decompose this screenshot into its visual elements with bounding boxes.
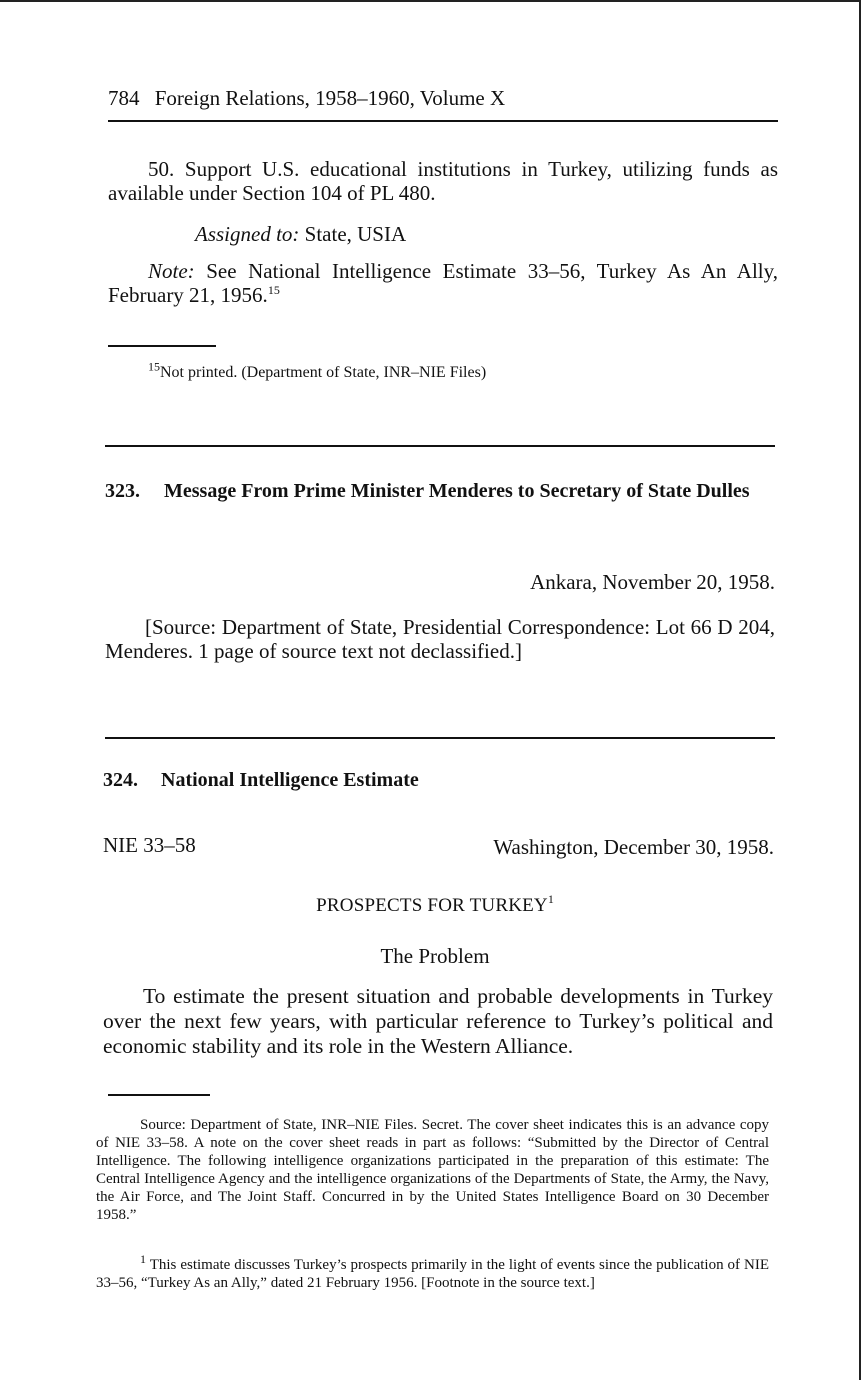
- note-label: Note:: [148, 259, 195, 283]
- footnote-1-text: This estimate discusses Turkey’s prospects primarily in the light of events since the publication of NIE 33–56, “Turkey As an Ally,” dated 21 February 1956. [Footnote in the source text.]: [96, 1257, 770, 1291]
- footnote-1-marker: 1: [140, 1252, 146, 1266]
- assigned-label: Assigned to:: [195, 222, 300, 246]
- document-323-source: [Source: Department of State, Presidential Correspondence: Lot 66 D 204, Menderes. 1 page of source text not declassified.]: [105, 615, 775, 663]
- document-323-title: Message From Prime Minister Menderes to Secretary of State Dulles: [164, 480, 750, 502]
- note-text: See National Intelligence Estimate 33–56, Turkey As An Ally, February 21, 1956.: [108, 259, 779, 307]
- document-323-number: 323.: [105, 480, 140, 502]
- footnote-rule: [108, 345, 216, 347]
- document-324-heading: [103, 769, 773, 792]
- document-324-place-date: Washington, December 30, 1958.: [493, 835, 774, 859]
- section-separator-324: [105, 737, 775, 739]
- document-323-heading: [105, 480, 775, 503]
- footnote-15-marker: 15: [148, 359, 160, 374]
- source-footnote: Source: Department of State, INR–NIE Files. Secret. The cover sheet indicates this is an advance copy of NIE 33–58. A note on the cover sheet reads in part as follows: “Submitted by the Director of Central Intelligence. The following intelligence organizations participated in the preparation of this estimate: The Central Intelligence Agency and the intelligence organizations of the Departments of State, the Army, the Navy, the Air Force, and The Joint Staff. Concurred in by the United States Intelligence Board on 30 December 1958.”: [96, 1117, 769, 1223]
- header-rule: [108, 120, 778, 122]
- running-header: [108, 86, 778, 111]
- bottom-footnote-rule: [108, 1094, 210, 1096]
- estimate-subject: [100, 892, 770, 917]
- estimate-subject-text: PROSPECTS FOR TURKEY: [316, 895, 548, 916]
- footnote-15: [148, 359, 768, 382]
- problem-paragraph: To estimate the present situation and probable developments in Turkey over the next few years, with particular reference to Turkey’s political and economic stability and its role in the Western Alliance.: [103, 984, 773, 1058]
- footnote-1: [96, 1252, 770, 1292]
- assigned-line: [195, 222, 775, 246]
- assigned-value: State, USIA: [304, 222, 407, 246]
- page-number: 784: [108, 86, 140, 110]
- document-324-number: 324.: [103, 769, 138, 791]
- footnote-ref-15: 15: [267, 283, 280, 297]
- footnote-ref-1: 1: [547, 892, 554, 906]
- nie-identifier: NIE 33–58: [103, 833, 196, 857]
- volume-title: Foreign Relations, 1958–1960, Volume X: [154, 86, 506, 110]
- scan-top-edge: [0, 0, 861, 2]
- document-323-place-date: Ankara, November 20, 1958.: [530, 570, 775, 594]
- section-separator-323: [105, 445, 775, 447]
- item-50-paragraph: 50. Support U.S. educational institutions in Turkey, utilizing funds as available under Section 104 of PL 480.: [108, 157, 778, 205]
- footnote-15-text: Not printed. (Department of State, INR–NIE Files): [160, 364, 487, 381]
- note-paragraph: [108, 259, 778, 307]
- problem-heading: The Problem: [380, 944, 490, 968]
- document-324-title: National Intelligence Estimate: [161, 769, 419, 791]
